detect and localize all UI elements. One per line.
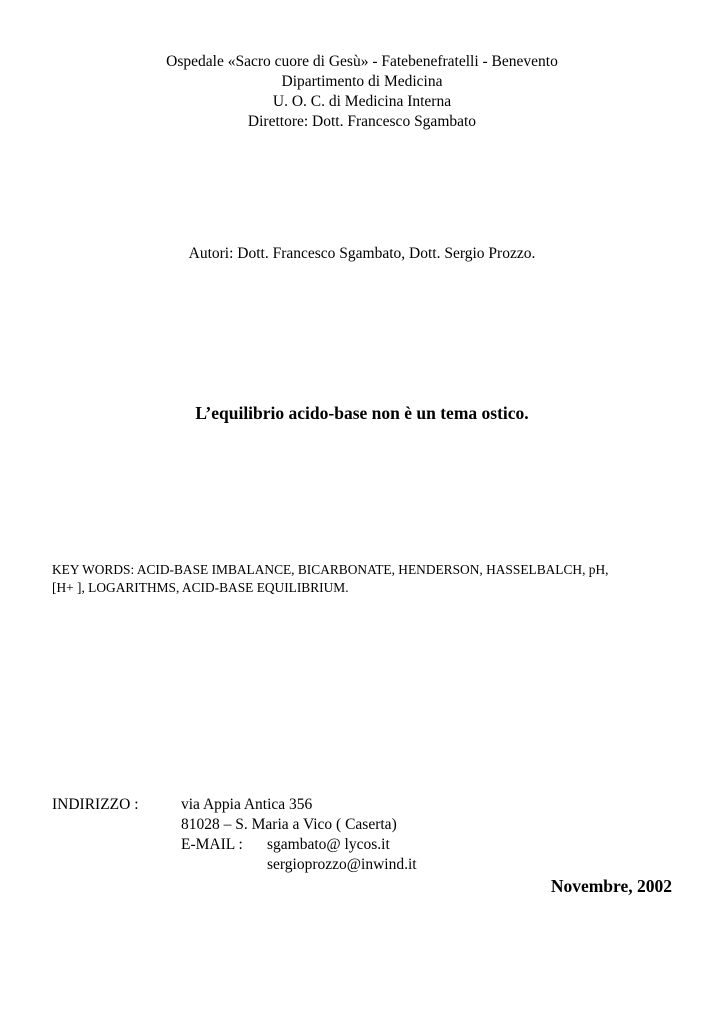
address-street: via Appia Antica 356: [181, 796, 313, 813]
department-name: Dipartimento di Medicina: [281, 73, 443, 90]
institution-header: [0, 52, 724, 132]
hospital-name: Ospedale «Sacro cuore di Gesù» - Fatebenefratelli - Benevento: [166, 53, 558, 70]
document-date: Novembre, 2002: [550, 876, 672, 896]
address-city: 81028 – S. Maria a Vico ( Caserta): [181, 816, 397, 833]
director-line: Direttore: Dott. Francesco Sgambato: [247, 113, 477, 130]
authors-line: Autori: Dott. Francesco Sgambato, Dott. Sergio Prozzo.: [188, 245, 536, 262]
email-label: E-MAIL :: [181, 836, 243, 853]
address-row-city: [52, 815, 672, 835]
address-label: INDIRIZZO :: [52, 796, 139, 813]
keywords-block: [52, 561, 692, 597]
keywords-line-2: [H+ ], LOGARITHMS, ACID-BASE EQUILIBRIUM.: [52, 580, 349, 595]
email-address-1: sgambato@ lycos.it: [267, 836, 390, 853]
document-title: L’equilibrio acido-base non è un tema ostico.: [195, 403, 529, 423]
unit-name: U. O. C. di Medicina Interna: [272, 93, 452, 110]
address-row-street: [52, 795, 672, 815]
address-row-email-2: [52, 855, 672, 875]
keywords-line-1: KEY WORDS: ACID-BASE IMBALANCE, BICARBONATE, HENDERSON, HASSELBALCH, pH,: [52, 562, 609, 577]
email-address-2: sergioprozzo@inwind.it: [267, 856, 417, 873]
address-block: [52, 795, 672, 875]
address-row-email-1: [52, 835, 672, 855]
